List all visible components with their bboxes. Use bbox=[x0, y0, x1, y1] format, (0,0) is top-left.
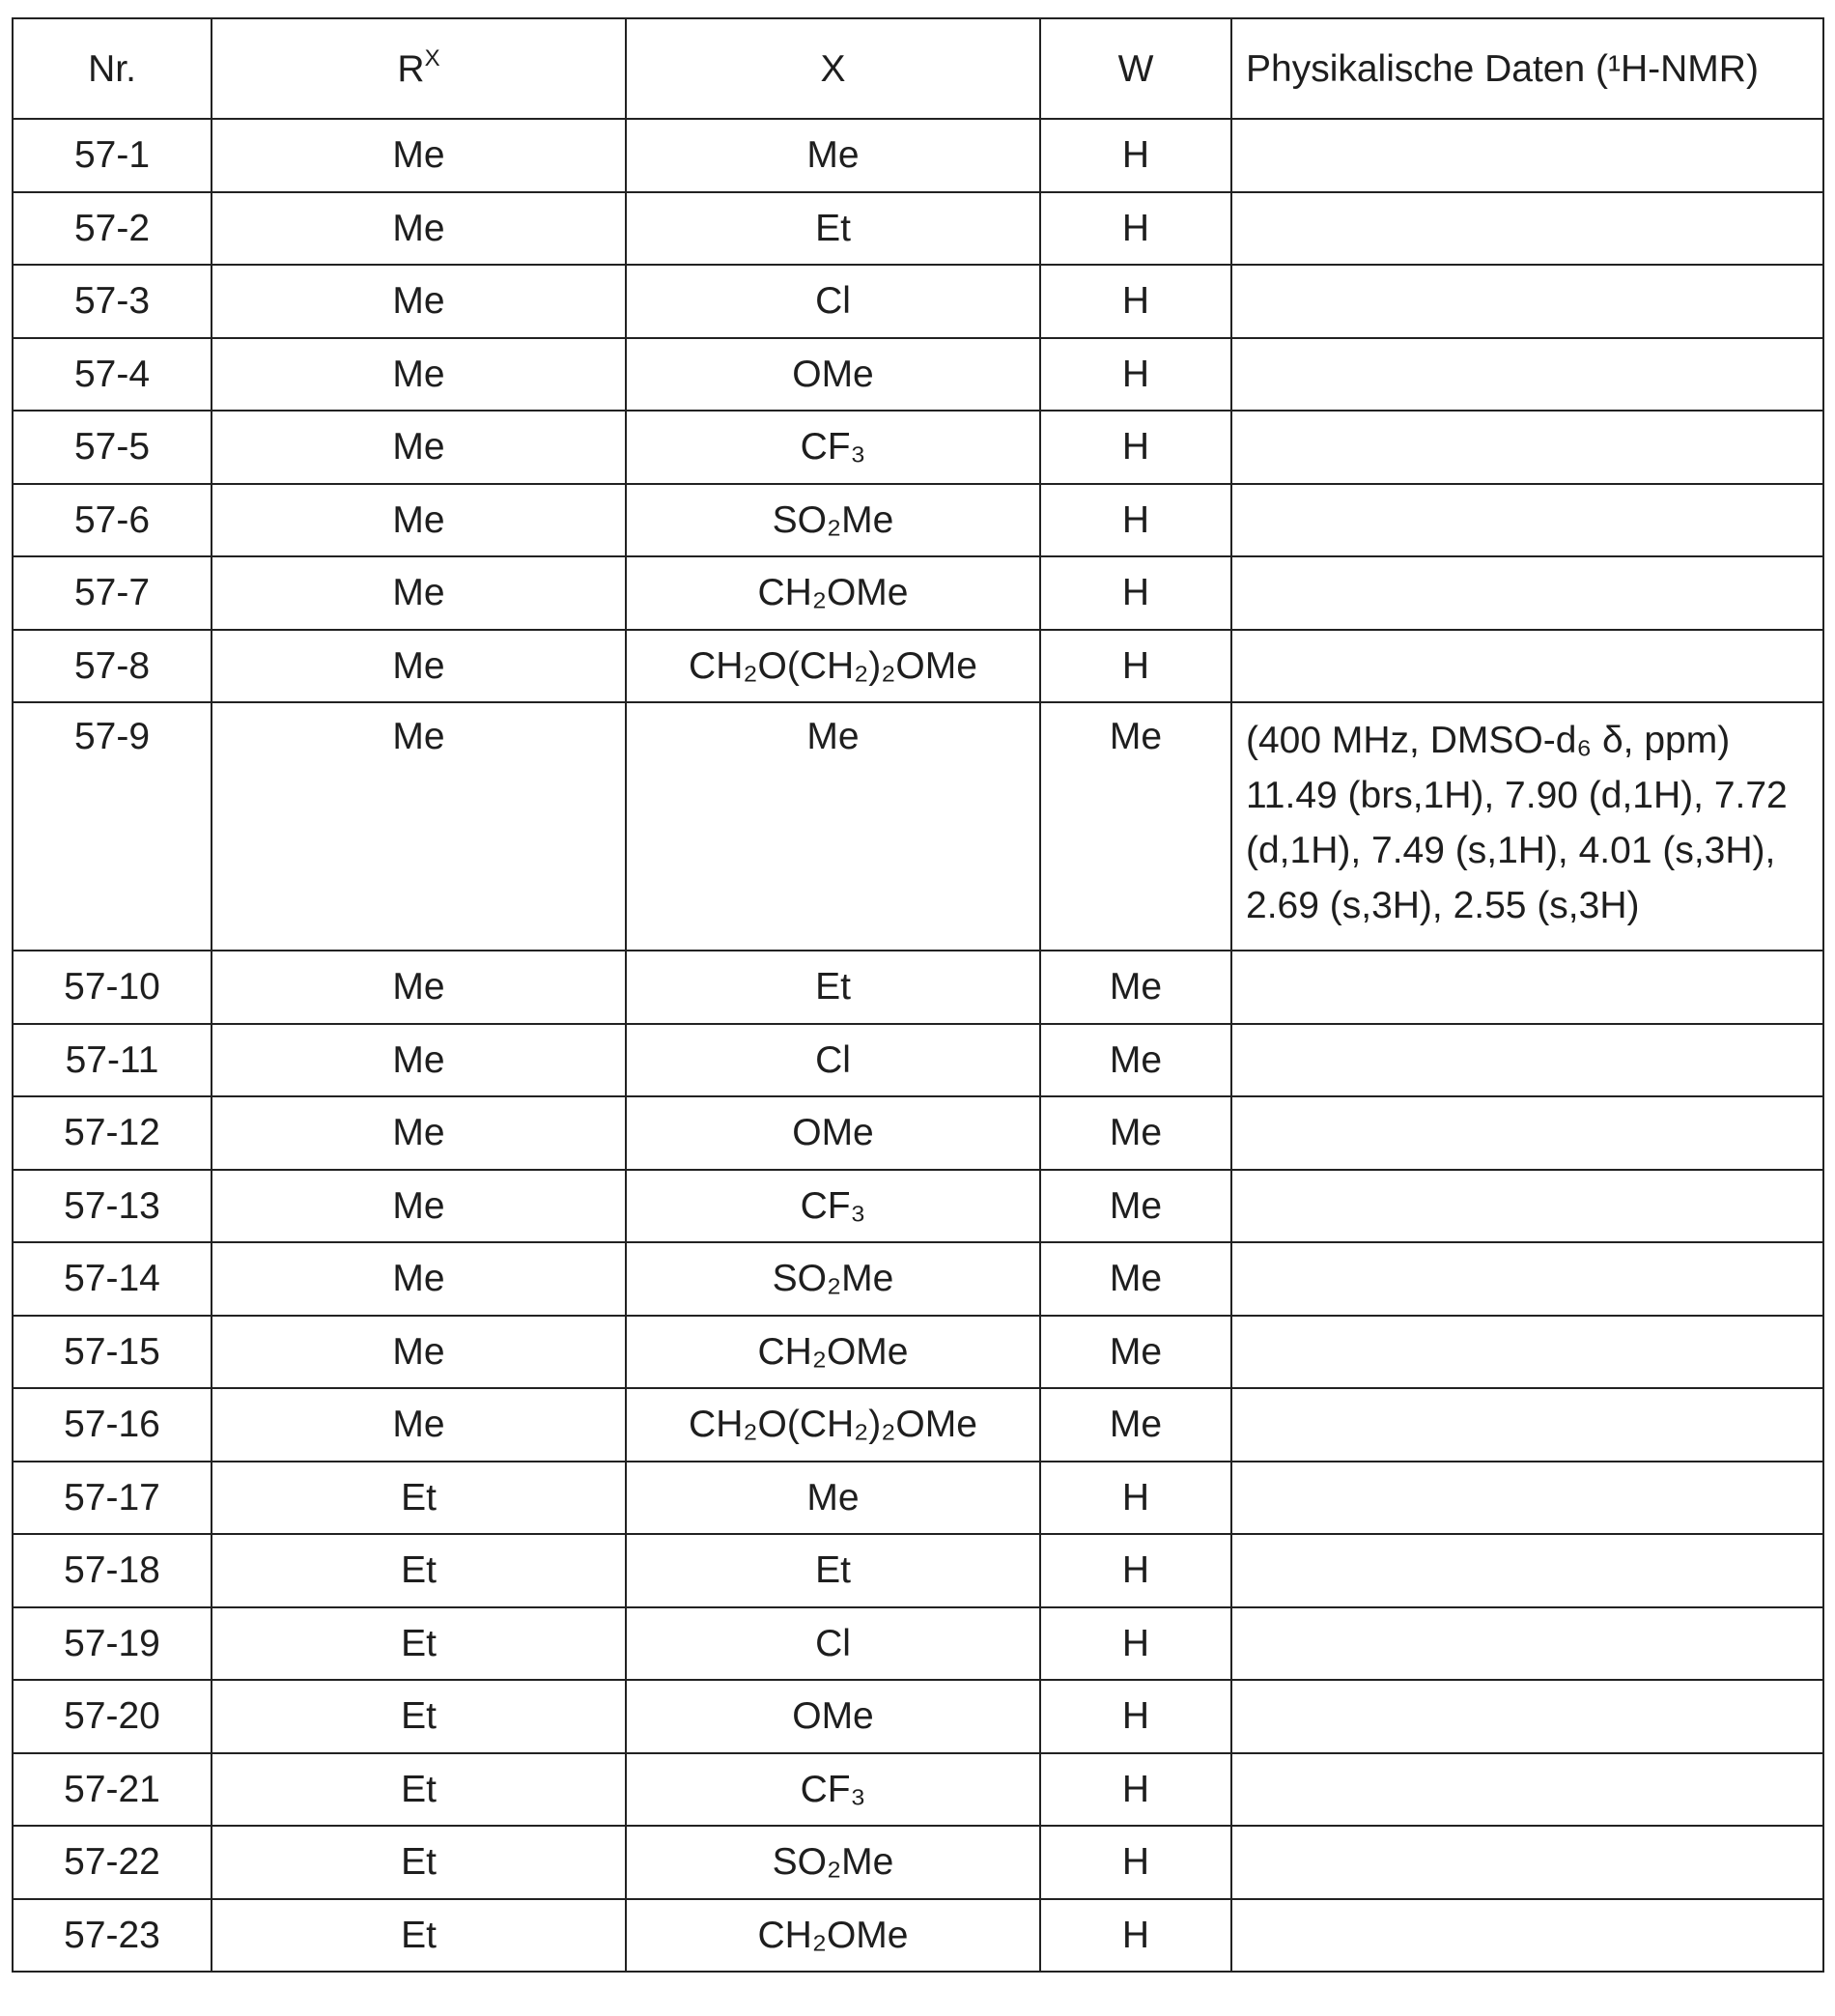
cell-x: Me bbox=[626, 119, 1040, 192]
cell-x: OMe bbox=[626, 338, 1040, 412]
cell-x: Cl bbox=[626, 265, 1040, 338]
table-row bbox=[13, 702, 1823, 951]
cell-x: SO₂Me bbox=[626, 1826, 1040, 1899]
table-row bbox=[13, 1462, 1823, 1535]
cell-rx: Me bbox=[212, 1242, 626, 1316]
table-row bbox=[13, 1899, 1823, 1973]
cell-w: H bbox=[1040, 265, 1231, 338]
table-row bbox=[13, 1096, 1823, 1170]
header-nr: Nr. bbox=[13, 18, 212, 119]
table-body bbox=[13, 119, 1823, 1972]
cell-w: Me bbox=[1040, 1170, 1231, 1243]
cell-nr: 57-18 bbox=[13, 1534, 212, 1607]
cell-nr: 57-5 bbox=[13, 411, 212, 484]
cell-rx: Me bbox=[212, 556, 626, 630]
cell-nr: 57-3 bbox=[13, 265, 212, 338]
cell-w: H bbox=[1040, 192, 1231, 266]
cell-physical-data bbox=[1231, 1899, 1823, 1973]
cell-x: CH₂OMe bbox=[626, 556, 1040, 630]
header-rx-superscript: X bbox=[424, 44, 440, 71]
table-row bbox=[13, 1826, 1823, 1899]
table-row bbox=[13, 1388, 1823, 1462]
cell-w: H bbox=[1040, 1826, 1231, 1899]
table-row bbox=[13, 1024, 1823, 1097]
cell-physical-data: (400 MHz, DMSO-d₆ δ, ppm) 11.49 (brs,1H), 7.90 (d,1H), 7.72 (d,1H), 7.49 (s,1H), 4.01 (s,3H), 2.69 (s,3H), 2.55 (s,3H) bbox=[1231, 702, 1823, 951]
cell-nr: 57-1 bbox=[13, 119, 212, 192]
cell-physical-data bbox=[1231, 1170, 1823, 1243]
cell-physical-data bbox=[1231, 265, 1823, 338]
cell-w: Me bbox=[1040, 1388, 1231, 1462]
table-row bbox=[13, 265, 1823, 338]
cell-rx: Me bbox=[212, 702, 626, 951]
cell-x: Me bbox=[626, 702, 1040, 951]
header-physical-data: Physikalische Daten (¹H-NMR) bbox=[1231, 18, 1823, 119]
cell-nr: 57-20 bbox=[13, 1680, 212, 1753]
cell-rx: Me bbox=[212, 119, 626, 192]
cell-physical-data bbox=[1231, 411, 1823, 484]
cell-nr: 57-6 bbox=[13, 484, 212, 557]
cell-physical-data bbox=[1231, 1024, 1823, 1097]
cell-physical-data bbox=[1231, 1388, 1823, 1462]
cell-rx: Me bbox=[212, 484, 626, 557]
cell-x: Me bbox=[626, 1462, 1040, 1535]
cell-rx: Me bbox=[212, 951, 626, 1024]
cell-nr: 57-2 bbox=[13, 192, 212, 266]
cell-x: CH₂O(CH₂)₂OMe bbox=[626, 630, 1040, 703]
cell-nr: 57-14 bbox=[13, 1242, 212, 1316]
header-rx bbox=[212, 18, 626, 119]
cell-x: Et bbox=[626, 951, 1040, 1024]
table-row bbox=[13, 630, 1823, 703]
table-row bbox=[13, 484, 1823, 557]
cell-physical-data bbox=[1231, 119, 1823, 192]
table-row bbox=[13, 192, 1823, 266]
cell-w: Me bbox=[1040, 1242, 1231, 1316]
cell-rx: Me bbox=[212, 1388, 626, 1462]
cell-rx: Et bbox=[212, 1534, 626, 1607]
cell-rx: Me bbox=[212, 1024, 626, 1097]
cell-rx: Et bbox=[212, 1753, 626, 1827]
cell-physical-data bbox=[1231, 1826, 1823, 1899]
cell-physical-data bbox=[1231, 1242, 1823, 1316]
cell-w: H bbox=[1040, 484, 1231, 557]
cell-w: H bbox=[1040, 556, 1231, 630]
cell-x: SO₂Me bbox=[626, 484, 1040, 557]
cell-nr: 57-7 bbox=[13, 556, 212, 630]
cell-x: CF₃ bbox=[626, 411, 1040, 484]
cell-nr: 57-21 bbox=[13, 1753, 212, 1827]
cell-x: CF₃ bbox=[626, 1170, 1040, 1243]
cell-w: Me bbox=[1040, 1096, 1231, 1170]
cell-w: H bbox=[1040, 1462, 1231, 1535]
cell-nr: 57-12 bbox=[13, 1096, 212, 1170]
cell-rx: Me bbox=[212, 265, 626, 338]
cell-w: Me bbox=[1040, 1024, 1231, 1097]
table-row bbox=[13, 411, 1823, 484]
cell-w: H bbox=[1040, 1753, 1231, 1827]
header-rx-base: R bbox=[397, 47, 425, 90]
cell-nr: 57-11 bbox=[13, 1024, 212, 1097]
cell-nr: 57-13 bbox=[13, 1170, 212, 1243]
compound-table bbox=[12, 17, 1824, 1973]
cell-w: H bbox=[1040, 1680, 1231, 1753]
cell-physical-data bbox=[1231, 1680, 1823, 1753]
cell-physical-data bbox=[1231, 192, 1823, 266]
cell-physical-data bbox=[1231, 1462, 1823, 1535]
cell-x: CH₂O(CH₂)₂OMe bbox=[626, 1388, 1040, 1462]
cell-x: Cl bbox=[626, 1024, 1040, 1097]
cell-w: H bbox=[1040, 338, 1231, 412]
table-row bbox=[13, 338, 1823, 412]
cell-x: CF₃ bbox=[626, 1753, 1040, 1827]
cell-x: OMe bbox=[626, 1680, 1040, 1753]
table-row bbox=[13, 119, 1823, 192]
cell-nr: 57-22 bbox=[13, 1826, 212, 1899]
cell-rx: Et bbox=[212, 1462, 626, 1535]
cell-x: CH₂OMe bbox=[626, 1899, 1040, 1973]
table-header-row bbox=[13, 18, 1823, 119]
cell-w: H bbox=[1040, 630, 1231, 703]
cell-w: Me bbox=[1040, 951, 1231, 1024]
cell-w: H bbox=[1040, 1607, 1231, 1681]
table-row bbox=[13, 1607, 1823, 1681]
cell-x: CH₂OMe bbox=[626, 1316, 1040, 1389]
cell-physical-data bbox=[1231, 484, 1823, 557]
cell-physical-data bbox=[1231, 338, 1823, 412]
cell-rx: Me bbox=[212, 338, 626, 412]
cell-rx: Me bbox=[212, 630, 626, 703]
cell-w: H bbox=[1040, 411, 1231, 484]
cell-w: Me bbox=[1040, 702, 1231, 951]
cell-nr: 57-15 bbox=[13, 1316, 212, 1389]
cell-physical-data bbox=[1231, 556, 1823, 630]
cell-rx: Et bbox=[212, 1826, 626, 1899]
cell-x: OMe bbox=[626, 1096, 1040, 1170]
header-x: X bbox=[626, 18, 1040, 119]
cell-x: Cl bbox=[626, 1607, 1040, 1681]
cell-physical-data bbox=[1231, 1753, 1823, 1827]
cell-nr: 57-9 bbox=[13, 702, 212, 951]
cell-x: SO₂Me bbox=[626, 1242, 1040, 1316]
cell-rx: Me bbox=[212, 411, 626, 484]
cell-nr: 57-23 bbox=[13, 1899, 212, 1973]
cell-w: H bbox=[1040, 119, 1231, 192]
table-row bbox=[13, 1316, 1823, 1389]
table-row bbox=[13, 951, 1823, 1024]
table-row bbox=[13, 1753, 1823, 1827]
table-row bbox=[13, 1242, 1823, 1316]
cell-physical-data bbox=[1231, 951, 1823, 1024]
table-row bbox=[13, 1170, 1823, 1243]
cell-rx: Et bbox=[212, 1680, 626, 1753]
cell-w: H bbox=[1040, 1899, 1231, 1973]
table-row bbox=[13, 556, 1823, 630]
cell-nr: 57-19 bbox=[13, 1607, 212, 1681]
cell-physical-data bbox=[1231, 1096, 1823, 1170]
cell-rx: Me bbox=[212, 192, 626, 266]
header-w: W bbox=[1040, 18, 1231, 119]
cell-nr: 57-4 bbox=[13, 338, 212, 412]
cell-rx: Et bbox=[212, 1899, 626, 1973]
table-row bbox=[13, 1680, 1823, 1753]
cell-nr: 57-8 bbox=[13, 630, 212, 703]
cell-nr: 57-10 bbox=[13, 951, 212, 1024]
cell-physical-data bbox=[1231, 1316, 1823, 1389]
cell-x: Et bbox=[626, 192, 1040, 266]
cell-nr: 57-17 bbox=[13, 1462, 212, 1535]
cell-rx: Me bbox=[212, 1316, 626, 1389]
cell-w: H bbox=[1040, 1534, 1231, 1607]
cell-rx: Me bbox=[212, 1096, 626, 1170]
cell-physical-data bbox=[1231, 1534, 1823, 1607]
table-row bbox=[13, 1534, 1823, 1607]
cell-rx: Et bbox=[212, 1607, 626, 1681]
cell-physical-data bbox=[1231, 1607, 1823, 1681]
cell-w: Me bbox=[1040, 1316, 1231, 1389]
cell-nr: 57-16 bbox=[13, 1388, 212, 1462]
cell-x: Et bbox=[626, 1534, 1040, 1607]
cell-physical-data bbox=[1231, 630, 1823, 703]
cell-rx: Me bbox=[212, 1170, 626, 1243]
